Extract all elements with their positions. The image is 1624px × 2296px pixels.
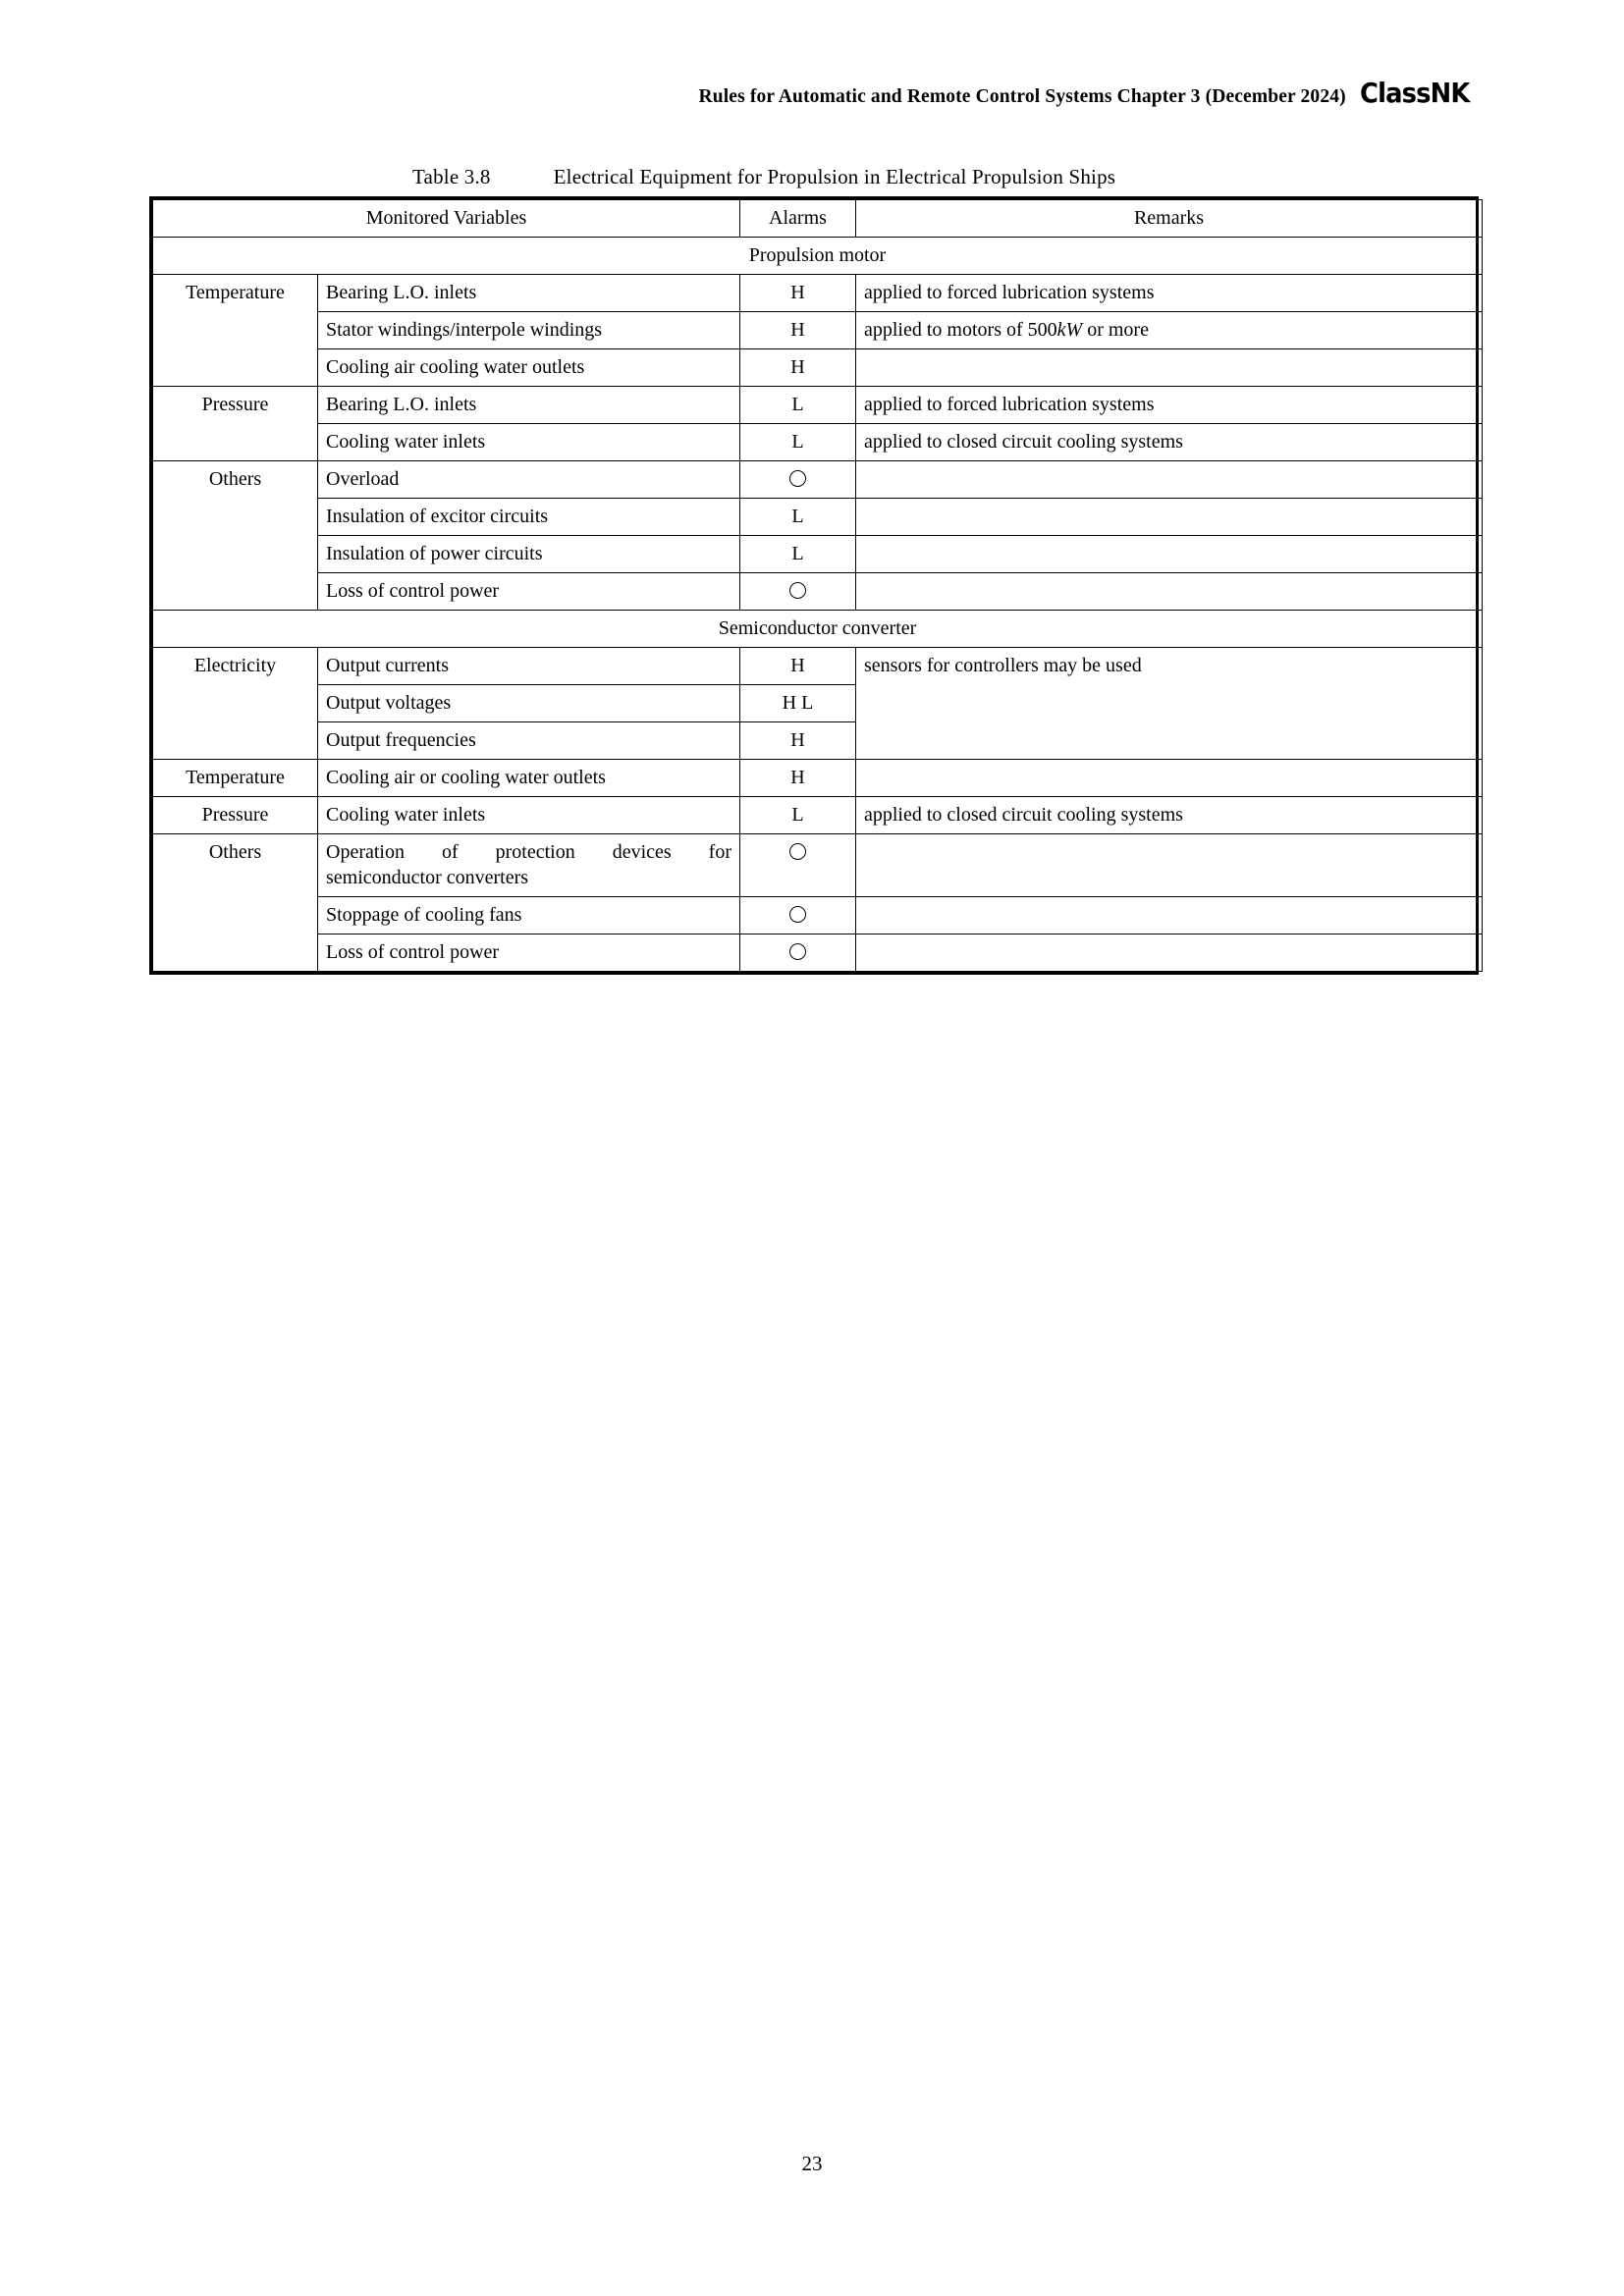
variable-cell: Cooling air cooling water outlets xyxy=(318,349,740,387)
category-cell: Others xyxy=(153,461,318,611)
remark-text-pre: applied to motors of 500 xyxy=(864,319,1057,341)
remark-cell xyxy=(856,536,1483,573)
variable-cell: Overload xyxy=(318,461,740,499)
variable-cell: Bearing L.O. inlets xyxy=(318,387,740,424)
remark-text-post: or more xyxy=(1082,319,1149,341)
remark-cell: applied to forced lubrication systems xyxy=(856,275,1483,312)
table-row xyxy=(153,648,1483,685)
alarm-cell xyxy=(740,461,856,499)
remark-cell xyxy=(856,897,1483,934)
table-header-row xyxy=(153,200,1483,238)
variable-cell: Loss of control power xyxy=(318,573,740,611)
alarm-cell: L xyxy=(740,797,856,834)
variable-cell: Cooling air or cooling water outlets xyxy=(318,760,740,797)
alarm-cell: H xyxy=(740,648,856,685)
alarm-cell xyxy=(740,573,856,611)
circle-alarm-icon xyxy=(789,582,806,599)
table-row xyxy=(153,834,1483,897)
table-row xyxy=(153,275,1483,312)
column-header-remarks: Remarks xyxy=(856,200,1483,238)
classnk-logo: ClassNK xyxy=(1359,77,1470,109)
table-row xyxy=(153,934,1483,972)
category-cell: Pressure xyxy=(153,797,318,834)
variable-cell: Stator windings/interpole windings xyxy=(318,312,740,349)
column-header-alarms: Alarms xyxy=(740,200,856,238)
variable-cell xyxy=(318,834,740,897)
page-header xyxy=(0,77,1624,109)
table-row xyxy=(153,349,1483,387)
column-header-monitored-variables: Monitored Variables xyxy=(153,200,740,238)
remark-cell xyxy=(856,834,1483,897)
alarm-cell: L xyxy=(740,387,856,424)
variable-cell: Insulation of excitor circuits xyxy=(318,499,740,536)
table-row xyxy=(153,499,1483,536)
circle-alarm-icon xyxy=(789,943,806,960)
variable-cell: Cooling water inlets xyxy=(318,424,740,461)
remark-cell: sensors for controllers may be used xyxy=(856,648,1483,760)
table-row xyxy=(153,312,1483,349)
table-row xyxy=(153,573,1483,611)
remark-cell xyxy=(856,934,1483,972)
variable-cell: Output voltages xyxy=(318,685,740,722)
table-row xyxy=(153,461,1483,499)
remark-cell xyxy=(856,499,1483,536)
header-title: Rules for Automatic and Remote Control Systems Chapter 3 (December 2024) xyxy=(698,86,1346,107)
remark-text-unit: kW xyxy=(1056,319,1083,341)
table-row xyxy=(153,760,1483,797)
category-cell: Temperature xyxy=(153,275,318,387)
alarm-cell: H xyxy=(740,312,856,349)
alarm-cell: H xyxy=(740,760,856,797)
variable-cell: Cooling water inlets xyxy=(318,797,740,834)
table-caption-number: Table 3.8 xyxy=(412,165,491,188)
circle-alarm-icon xyxy=(789,843,806,860)
section-header-semiconductor-converter xyxy=(153,611,1483,648)
variable-cell: Insulation of power circuits xyxy=(318,536,740,573)
category-cell: Pressure xyxy=(153,387,318,461)
alarm-cell: H xyxy=(740,349,856,387)
category-cell: Temperature xyxy=(153,760,318,797)
table-row xyxy=(153,897,1483,934)
circle-alarm-icon xyxy=(789,906,806,923)
alarm-cell xyxy=(740,834,856,897)
table-caption xyxy=(412,165,1115,189)
page-number: 23 xyxy=(801,2152,823,2175)
remark-cell xyxy=(856,349,1483,387)
table-row xyxy=(153,424,1483,461)
alarm-cell xyxy=(740,897,856,934)
table-row xyxy=(153,536,1483,573)
variable-cell: Stoppage of cooling fans xyxy=(318,897,740,934)
variable-line-1: Operation of protection devices for xyxy=(326,841,731,863)
variable-cell: Bearing L.O. inlets xyxy=(318,275,740,312)
section-title: Semiconductor converter xyxy=(153,611,1483,648)
equipment-table xyxy=(149,196,1479,975)
alarm-cell: L xyxy=(740,536,856,573)
remark-cell: applied to closed circuit cooling systems xyxy=(856,797,1483,834)
circle-alarm-icon xyxy=(789,470,806,487)
variable-cell: Output currents xyxy=(318,648,740,685)
alarm-cell: H xyxy=(740,722,856,760)
remark-cell xyxy=(856,461,1483,499)
remark-cell xyxy=(856,760,1483,797)
remark-cell xyxy=(856,573,1483,611)
alarm-cell: L xyxy=(740,424,856,461)
table-row xyxy=(153,797,1483,834)
alarm-cell: H L xyxy=(740,685,856,722)
section-title: Propulsion motor xyxy=(153,238,1483,275)
variable-line-2: semiconductor converters xyxy=(326,867,529,888)
category-cell: Electricity xyxy=(153,648,318,760)
alarm-cell: L xyxy=(740,499,856,536)
variable-cell: Loss of control power xyxy=(318,934,740,972)
variable-cell: Output frequencies xyxy=(318,722,740,760)
remark-cell: applied to forced lubrication systems xyxy=(856,387,1483,424)
section-header-propulsion-motor xyxy=(153,238,1483,275)
table-row xyxy=(153,387,1483,424)
remark-cell xyxy=(856,312,1483,349)
category-cell: Others xyxy=(153,834,318,972)
table-caption-text: Electrical Equipment for Propulsion in Electrical Propulsion Ships xyxy=(553,165,1116,188)
remark-cell: applied to closed circuit cooling systems xyxy=(856,424,1483,461)
alarm-cell xyxy=(740,934,856,972)
alarm-cell: H xyxy=(740,275,856,312)
